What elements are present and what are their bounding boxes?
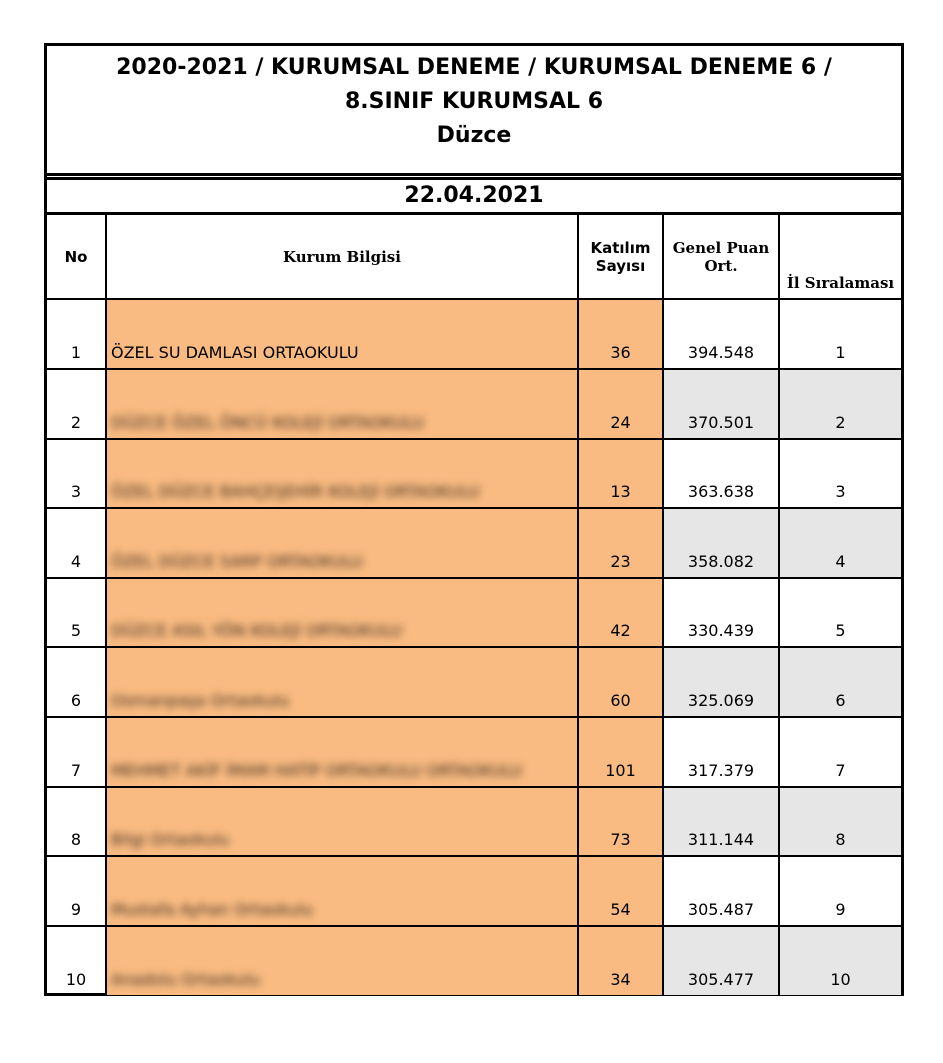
table-row <box>47 369 901 439</box>
header-genel-line-2: Ort. <box>704 256 738 275</box>
row-genel-puan: 363.638 <box>663 439 779 509</box>
table-row <box>47 856 901 926</box>
row-il-rank: 9 <box>779 856 901 926</box>
row-kurum-name <box>106 787 578 857</box>
header-genel-puan <box>663 215 779 299</box>
row-no: 5 <box>47 578 106 648</box>
table-row <box>47 926 901 996</box>
row-il-rank: 2 <box>779 369 901 439</box>
row-il-rank: 10 <box>779 926 901 996</box>
row-genel-puan: 311.144 <box>663 787 779 857</box>
row-katilim-count: 73 <box>578 787 663 857</box>
table-row <box>47 647 901 717</box>
header-no: No <box>47 215 106 299</box>
header-katilim-line-2: Sayısı <box>595 256 646 275</box>
row-genel-puan: 305.487 <box>663 856 779 926</box>
row-kurum-name-blurred: MEHMET AKİF İMAM HATİP ORTAOKULU ORTAOKULU <box>111 760 523 780</box>
row-genel-puan: 305.477 <box>663 926 779 996</box>
row-no: 4 <box>47 508 106 578</box>
row-kurum-name <box>106 439 578 509</box>
row-katilim-count: 13 <box>578 439 663 509</box>
table-row <box>47 508 901 578</box>
title-line-3: Düzce <box>436 123 512 148</box>
row-kurum-name-blurred: Bilgi Ortaokulu <box>111 830 230 850</box>
row-katilim-count: 42 <box>578 578 663 648</box>
row-kurum-name <box>106 926 578 996</box>
row-kurum-name-blurred: Mustafa Ayhan Ortaokulu <box>111 899 313 919</box>
row-katilim-count: 60 <box>578 647 663 717</box>
row-kurum-name <box>106 369 578 439</box>
row-il-rank: 1 <box>779 299 901 369</box>
table-row <box>47 439 901 509</box>
row-kurum-name <box>106 508 578 578</box>
row-kurum-name: ÖZEL SU DAMLASI ORTAOKULU <box>106 299 578 369</box>
table-header-row <box>47 215 901 299</box>
header-genel-line-1: Genel Puan <box>672 238 770 257</box>
row-no: 9 <box>47 856 106 926</box>
row-genel-puan: 317.379 <box>663 717 779 787</box>
header-il-siralamasi: İl Sıralaması <box>779 215 901 299</box>
row-katilim-count: 54 <box>578 856 663 926</box>
title-line-2: 8.SINIF KURUMSAL 6 <box>344 89 604 114</box>
row-kurum-name <box>106 717 578 787</box>
row-katilim-count: 34 <box>578 926 663 996</box>
header-katilim-line-1: Katılım <box>590 238 651 257</box>
row-genel-puan: 330.439 <box>663 578 779 648</box>
row-kurum-name <box>106 856 578 926</box>
row-katilim-count: 36 <box>578 299 663 369</box>
row-no: 8 <box>47 787 106 857</box>
results-sheet <box>44 43 904 996</box>
row-katilim-count: 23 <box>578 508 663 578</box>
title-line-1: 2020-2021 / KURUMSAL DENEME / KURUMSAL DENEME 6 / <box>116 55 832 80</box>
row-katilim-count: 24 <box>578 369 663 439</box>
row-no: 6 <box>47 647 106 717</box>
table-row <box>47 787 901 857</box>
row-no: 10 <box>47 926 106 996</box>
row-kurum-name-blurred: ÖZEL DÜZCE BAHÇEŞEHİR KOLEJİ ORTAOKULU <box>111 482 480 502</box>
header-kurum: Kurum Bilgisi <box>106 215 578 299</box>
row-kurum-name <box>106 647 578 717</box>
row-genel-puan: 325.069 <box>663 647 779 717</box>
row-kurum-name-blurred: Osmanpaşa Ortaokulu <box>111 690 290 710</box>
table-row <box>47 717 901 787</box>
row-il-rank: 7 <box>779 717 901 787</box>
row-genel-puan: 358.082 <box>663 508 779 578</box>
row-genel-puan: 394.548 <box>663 299 779 369</box>
row-il-rank: 3 <box>779 439 901 509</box>
row-kurum-name-blurred: DÜZCE ASIL YÖN KOLEJİ ORTAOKULU <box>111 621 403 641</box>
row-katilim-count: 101 <box>578 717 663 787</box>
header-katilim <box>578 215 663 299</box>
row-no: 7 <box>47 717 106 787</box>
table-row <box>47 578 901 648</box>
row-genel-puan: 370.501 <box>663 369 779 439</box>
row-kurum-name <box>106 578 578 648</box>
row-kurum-name-blurred: Anadolu Ortaokulu <box>111 970 261 990</box>
report-title <box>47 46 901 176</box>
row-kurum-name-blurred: ÖZEL DÜZCE SARP ORTAOKULU <box>111 551 363 571</box>
row-il-rank: 6 <box>779 647 901 717</box>
row-no: 2 <box>47 369 106 439</box>
row-kurum-name-blurred: DÜZCE ÖZEL ÖNCÜ KOLEJİ ORTAOKULU <box>111 412 424 432</box>
row-no: 1 <box>47 299 106 369</box>
table-row <box>47 299 901 369</box>
report-date: 22.04.2021 <box>47 177 901 215</box>
results-table <box>47 215 901 995</box>
row-il-rank: 8 <box>779 787 901 857</box>
row-no: 3 <box>47 439 106 509</box>
row-il-rank: 5 <box>779 578 901 648</box>
row-il-rank: 4 <box>779 508 901 578</box>
